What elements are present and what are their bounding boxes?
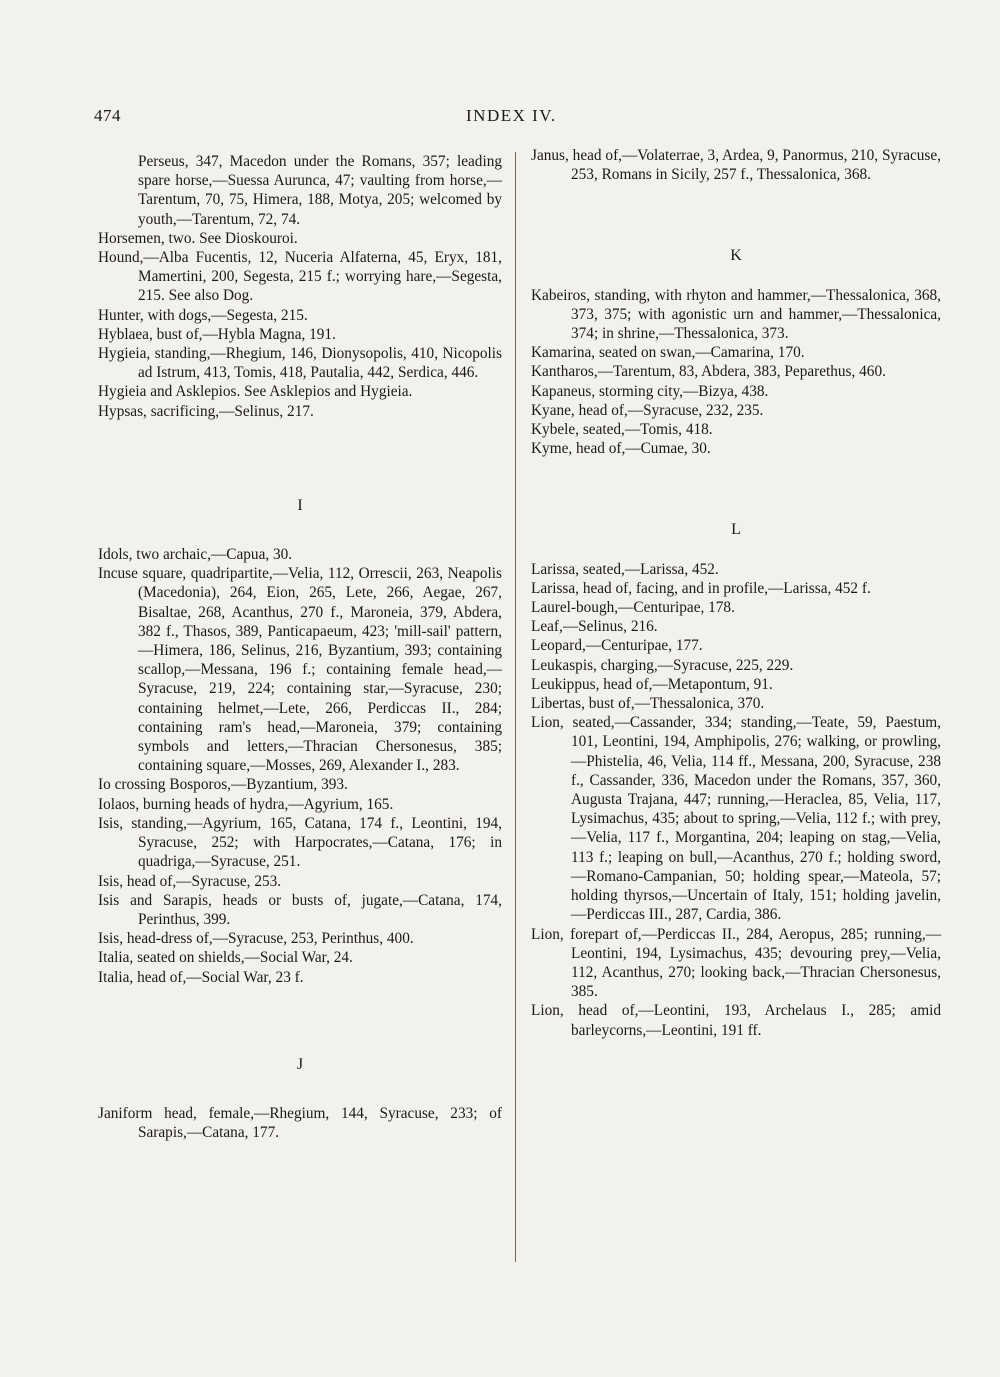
index-entry: Kabeiros, standing, with rhyton and hammer,—Thessalonica, 368, 373, 375; with agonistic urn and hammer,—Thessalonica, 374; in shrine,—Thessalonica, 373. (531, 286, 941, 343)
section-heading-i: I (297, 496, 303, 514)
index-entry: Hypsas, sacrificing,—Selinus, 217. (98, 402, 314, 420)
index-entry: Libertas, bust of,—Thessalonica, 370. (531, 695, 765, 713)
index-entry: Janus, head of,—Volaterrae, 3, Ardea, 9, Panormus, 210, Syracuse, 253, Romans in Sicily, 257 f., Thessalonica, 368. (531, 147, 941, 184)
index-entry: Iolaos, burning heads of hydra,—Agyrium, 165. (98, 795, 394, 813)
index-entry: Hygieia, standing,—Rhegium, 146, Dionysopolis, 410, Nicopolis ad Istrum, 413, Tomis, 418, Pautalia, 442, Serdica, 446. (98, 345, 502, 382)
index-entry: Isis, standing,—Agyrium, 165, Catana, 174 f., Leontini, 194, Syracuse, 252; with Harpocrates,—Catana, 176; in quadriga,—Syracuse, 251. (98, 814, 502, 871)
index-entry: Italia, head of,—Social War, 23 f. (98, 968, 304, 986)
index-entry: Lion, forepart of,—Perdiccas II., 284, Aeropus, 285; running,—Leontini, 194, Lysimachus, 435; devouring prey,—Velia, 112, Acanthus, 270; looking back,—Thracian Chersonesus, 385. (531, 925, 941, 1001)
left-column (98, 152, 502, 1142)
index-entry: Kapaneus, storming city,—Bizya, 438. (531, 382, 769, 400)
index-entry: Hound,—Alba Fucentis, 12, Nuceria Alfaterna, 45, Eryx, 181, Mamertini, 200, Segesta, 215 f.; worrying hare,—Segesta, 215. See also Dog. (98, 249, 502, 305)
index-entry: Kyme, head of,—Cumae, 30. (531, 440, 711, 458)
section-heading-j: J (296, 1055, 304, 1073)
index-entry: Hygieia and Asklepios. See Asklepios and Hygieia. (98, 383, 413, 401)
index-entry: Italia, seated on shields,—Social War, 24. (98, 949, 353, 967)
index-entry: Isis and Sarapis, heads or busts of, jugate,—Catana, 174, Perinthus, 399. (98, 891, 502, 928)
index-entry: Lion, seated,—Cassander, 334; standing,—Teate, 59, Paestum, 101, Leontini, 194, Amphipolis, 276; walking, or prowling,—Phistelia, 46, Velia, 114 ff., Messana, 200, Syracuse, 238 f., Cassander, 336, Macedon under the Romans, 357, 360, Augusta Trajana, 447; running,—Heraclea, 85, Velia, 117, Lysimachus, 435; about to spring,—Velia, 112 f.; with prey,—Velia, 117 f., Morgantina, 204; leaping on stag,—Velia, 113 f.; leaping on bull,—Acanthus, 270 f.; holding sword,—Romano-Campanian, 50; holding spear,—Mateola, 57; holding thyrsos,—Uncertain of Italy, 151; holding javelin,—Perdiccas III., 287, Cardia, 386. (531, 714, 941, 924)
index-entry: Isis, head of,—Syracuse, 253. (98, 872, 282, 890)
index-entry: Janiform head, female,—Rhegium, 144, Syracuse, 233; of Sarapis,—Catana, 177. (98, 1104, 502, 1142)
header-title: INDEX IV. (466, 106, 557, 125)
index-entry: Hyblaea, bust of,—Hybla Magna, 191. (98, 325, 336, 343)
index-entry: Incuse square, quadripartite,—Velia, 112, Orrescii, 263, Neapolis (Macedonia), 264, Eion, 265, Lete, 266, Aegae, 267, Bisaltae, 268, Acanthus, 270 f., Maroneia, 379, Abdera, 382 f., Thasos, 389, Panticapaeum, 423; 'mill-sail' pattern,—Himera, 186, Selinus, 216, Byzantium, 393; containing scallop,—Messana, 196 f.; containing female head,—Syracuse, 219, 224; containing star,—Syracuse, 230; containing helmet,—Lete, 266, Perdiccas II., 284; containing ram's head,—Maroneia, 379; containing symbols and letters,—Thracian Chersonesus, 385; containing square,—Mosses, 269, Alexander I., 283. (98, 565, 502, 775)
index-entry: Idols, two archaic,—Capua, 30. (98, 546, 293, 564)
index-entry: Laurel-bough,—Centuripae, 178. (531, 599, 735, 617)
running-head (0, 106, 1000, 136)
right-column (531, 146, 941, 1040)
index-entry: Hunter, with dogs,—Segesta, 215. (98, 306, 308, 324)
index-entry: Lion, head of,—Leontini, 193, Archelaus I., 285; amid barleycorns,—Leontini, 191 ff. (531, 1002, 941, 1039)
index-entry: Larissa, seated,—Larissa, 452. (531, 560, 719, 578)
section-heading-k: K (730, 247, 742, 265)
index-entry: Io crossing Bosporos,—Byzantium, 393. (98, 776, 348, 794)
index-entry: Isis, head-dress of,—Syracuse, 253, Perinthus, 400. (98, 930, 414, 948)
index-entry: Kyane, head of,—Syracuse, 232, 235. (531, 401, 764, 419)
page-number: 474 (94, 106, 121, 125)
index-entry: Larissa, head of, facing, and in profile,—Larissa, 452 f. (531, 579, 871, 597)
index-entry: Horsemen, two. See Dioskouroi. (98, 229, 298, 247)
index-entry: Leukippus, head of,—Metapontum, 91. (531, 675, 773, 693)
index-entry: Leukaspis, charging,—Syracuse, 225, 229. (531, 656, 794, 674)
section-heading-l: L (731, 521, 741, 539)
column-divider (515, 152, 516, 1262)
index-entry: Leaf,—Selinus, 216. (531, 618, 658, 636)
index-entry: Kybele, seated,—Tomis, 418. (531, 421, 713, 439)
index-entry: Kantharos,—Tarentum, 83, Abdera, 383, Peparethus, 460. (531, 363, 886, 381)
index-entry: Perseus, 347, Macedon under the Romans, 357; leading spare horse,—Suessa Aurunca, 47; vaulting from horse,—Tarentum, 70, 75, Himera, 188, Motya, 205; welcomed by youth,—Tarentum, 72, 74. (138, 153, 502, 228)
index-entry: Leopard,—Centuripae, 177. (531, 637, 703, 655)
index-entry: Kamarina, seated on swan,—Camarina, 170. (531, 344, 805, 362)
